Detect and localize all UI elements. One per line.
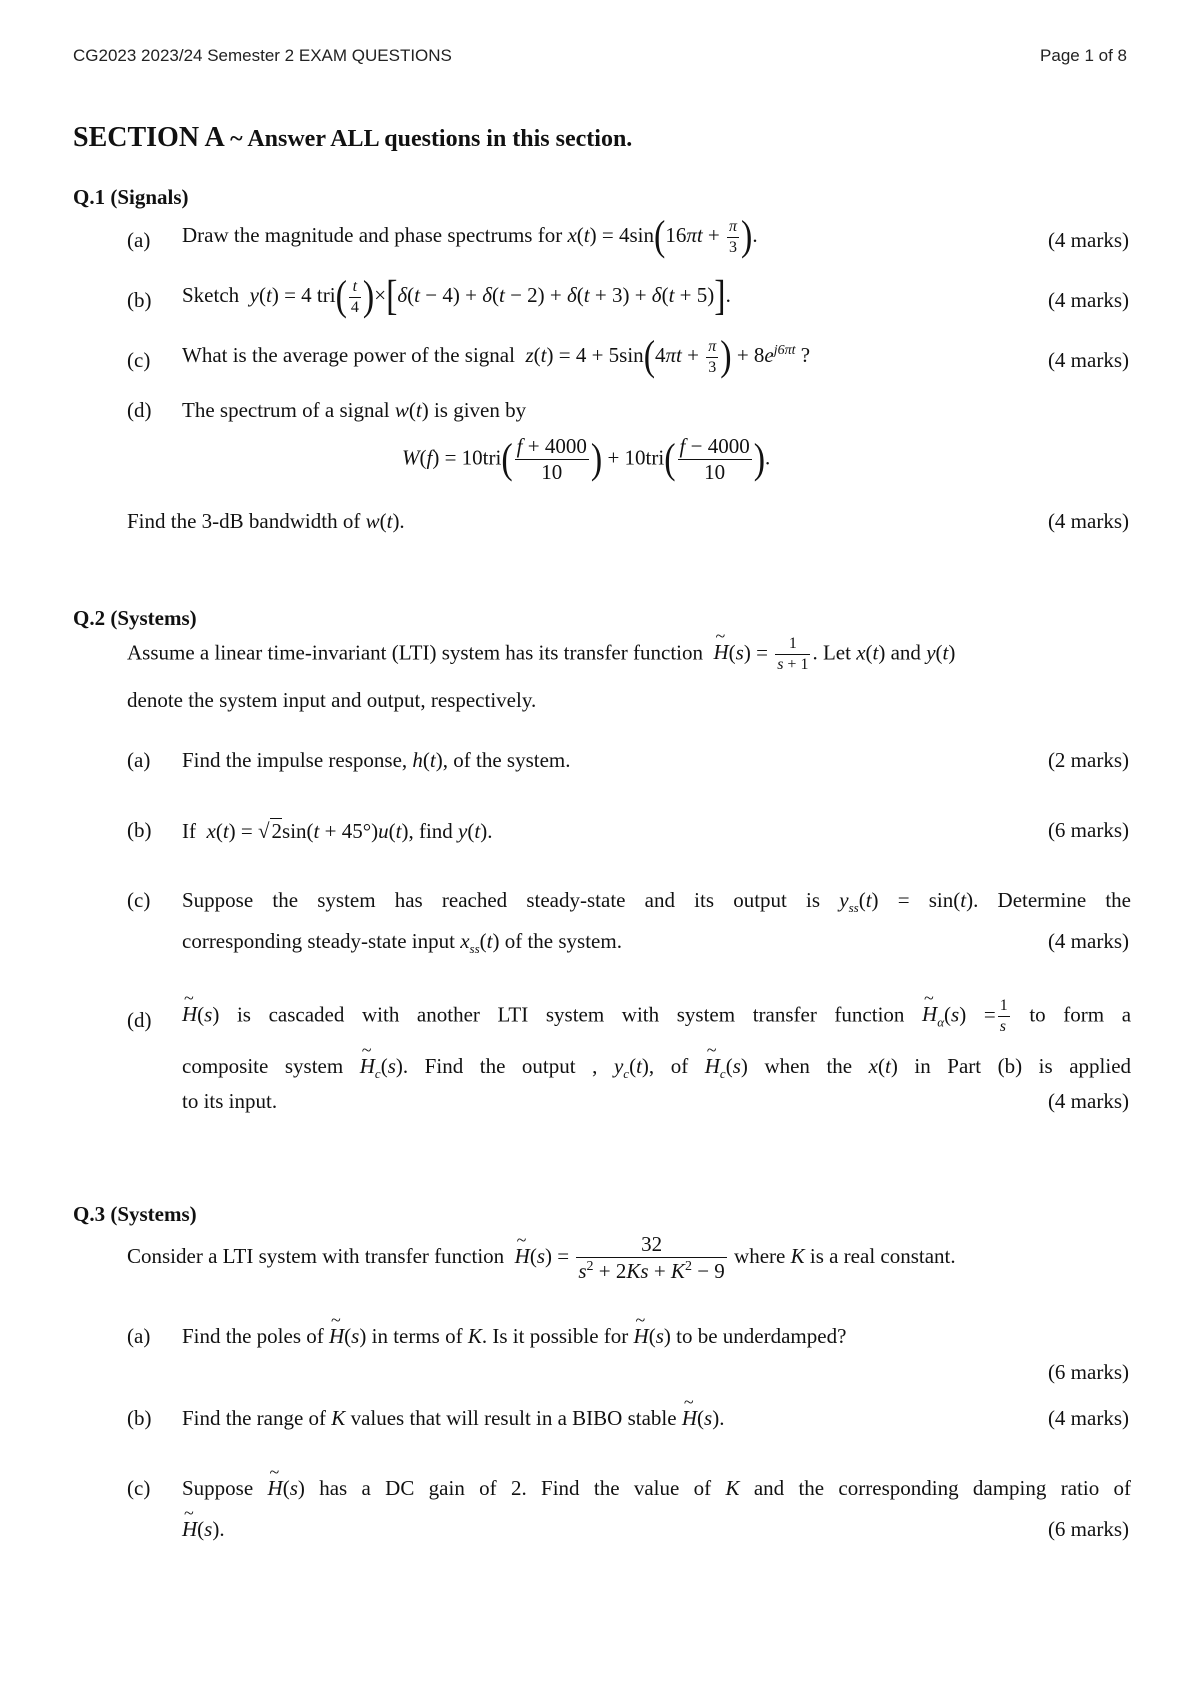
q2-intro3: and	[890, 640, 921, 665]
q1d-question: Find the 3-dB bandwidth of w(t).	[127, 509, 405, 533]
q2a-body2: , of the system.	[442, 748, 571, 772]
q2-intro2: . Let	[812, 640, 851, 665]
q3b-body2: values that will result in a BIBO stable	[350, 1406, 677, 1430]
q3c-line1: Suppose ~ H(s) has a DC gain of 2. Find the value of K and the corresponding damping ratio of	[182, 1476, 1131, 1501]
q3a-body4: to be underdamped?	[676, 1324, 847, 1348]
q1a-text: Draw the magnitude and phase spectrums for x(t) = 4sin(16πt + $\frac{\pi}{3}$ ).	[182, 213, 758, 260]
q2d-line1: ~ H(s) is cascaded with another LTI system with system transfer function ~ $H_\alpha(s)$ = $\frac{1}{s}$ to form a	[182, 998, 1131, 1035]
q1c-label: (c)	[127, 348, 151, 372]
q1c-marks: (4 marks)	[1047, 348, 1129, 372]
q3a-label: (a)	[127, 1324, 151, 1348]
q2d-body3: composite system	[182, 1054, 344, 1078]
q1d-text: The spectrum of a signal w(t) is given by	[182, 398, 527, 422]
q2d-body: is cascaded with another LTI system with system transfer function	[236, 1002, 905, 1027]
q1c-body: What is the average power of the signal	[182, 342, 515, 367]
q3a-text: Find the poles of ~ H(s) in terms of K. Is it possible for ~ H(s) to be underdamped?	[182, 1324, 846, 1349]
q3-heading: Q.3 (Systems)	[73, 1202, 197, 1226]
q2c-body3: corresponding steady-state input	[182, 929, 455, 953]
q2d-line2: composite system ~ $H_c(s)$. Find the output , $y_c(t)$, of ~ $H_c(s)$ when the x(t) in Part (b) is applied	[182, 1054, 1131, 1082]
q1c-text: What is the average power of the signal z(t) = 4 + 5sin(4πt + $\frac{\pi}{3}$ ) + $8e^{j6\pi t}$ ?	[182, 333, 811, 380]
q3-intro: Consider a LTI system with transfer function ~ H(s) = $\frac{32}{s^2 + 2Ks + K^2 - 9}$ where K is a real constant.	[127, 1234, 956, 1282]
q2c-body: Suppose the system has reached steady-state and its output is	[182, 888, 821, 912]
q3-intro2: where	[734, 1243, 786, 1268]
q2d-body5: , of	[648, 1054, 689, 1078]
page-number: Page 1 of 8	[1040, 46, 1127, 65]
q3c-line2: ~ H(s).	[182, 1517, 225, 1542]
exam-header: CG2023 2023/24 Semester 2 EXAM QUESTIONS	[73, 46, 452, 65]
q3a-marks: (6 marks)	[1047, 1360, 1129, 1384]
q2c-body2: . Determine the	[973, 888, 1132, 912]
q2b-marks: (6 marks)	[1047, 818, 1129, 842]
q2a-text: Find the impulse response, h(t), of the system.	[182, 748, 571, 772]
q3b-marks: (4 marks)	[1047, 1406, 1129, 1430]
q1b-text: Sketch y(t) = 4 tri( $\frac{t}{4}$ )×[δ(t − 4) + δ(t − 2) + δ(t + 3) + δ(t + 5)].	[182, 273, 731, 320]
q2d-body7: in Part (b) is applied	[914, 1054, 1132, 1078]
q1b-label: (b)	[127, 288, 152, 312]
q1d-label: (d)	[127, 398, 152, 422]
q1b-marks: (4 marks)	[1047, 288, 1129, 312]
q2d-label: (d)	[127, 1008, 152, 1032]
q1d-equation: W(f) = 10tri( $\frac{f + 4000}{10}$ ) + 10tri( $\frac{f - 4000}{10}$ ).	[402, 434, 771, 484]
q2a-label: (a)	[127, 748, 151, 772]
q2-intro-line2: denote the system input and output, respectively.	[127, 688, 537, 712]
q1a-label: (a)	[127, 228, 151, 252]
q3b-body: Find the range of	[182, 1406, 327, 1430]
q1d-body2: is given by	[433, 398, 527, 422]
q2b-text: If x(t) = √2sin(t + 45°)u(t), find y(t).	[182, 819, 493, 843]
section-name: SECTION A	[73, 122, 224, 153]
q1d-after: Find the 3-dB bandwidth of	[127, 509, 361, 533]
q2b-label: (b)	[127, 818, 152, 842]
q3c-body2: has a DC gain of 2. Find the value of	[319, 1476, 712, 1500]
q2c-line1: Suppose the system has reached steady-state and its output is $y_{ss}(t) = \sin(t)$. Determine the	[182, 888, 1132, 916]
q3c-marks: (6 marks)	[1047, 1517, 1129, 1541]
q1-heading: Q.1 (Signals)	[73, 185, 189, 209]
q2-intro1: Assume a linear time-invariant (LTI) system has its transfer function	[127, 640, 703, 665]
q1b-body: Sketch	[182, 282, 240, 307]
q2d-line3: to its input.	[182, 1089, 278, 1113]
q2c-marks: (4 marks)	[1047, 929, 1129, 953]
q2b-body: If	[182, 819, 196, 843]
q3-intro1: Consider a LTI system with transfer function	[127, 1243, 505, 1268]
q1a-body: Draw the magnitude and phase spectrums for	[182, 222, 563, 247]
q3a-body3: . Is it possible for	[481, 1324, 629, 1348]
q2c-body4: of the system.	[504, 929, 622, 953]
q2c-line2: corresponding steady-state input $x_{ss}(t)$ of the system.	[182, 929, 622, 957]
q2d-marks: (4 marks)	[1047, 1089, 1129, 1113]
q3b-text: Find the range of K values that will result in a BIBO stable ~ H(s).	[182, 1406, 724, 1431]
q3c-label: (c)	[127, 1476, 151, 1500]
q3b-label: (b)	[127, 1406, 152, 1430]
q3a-body2: in terms of	[371, 1324, 463, 1348]
section-subtitle: ~ Answer ALL questions in this section.	[230, 126, 633, 152]
q2a-body: Find the impulse response,	[182, 748, 408, 772]
q3a-body: Find the poles of	[182, 1324, 324, 1348]
q2-intro-line1: Assume a linear time-invariant (LTI) system has its transfer function ~ H(s) = $\frac{1}{s + 1}$ . Let x(t) and y(t)	[127, 636, 955, 673]
q3-intro3: is a real constant.	[809, 1243, 956, 1268]
q2d-body6: when the	[764, 1054, 853, 1078]
q1a-marks: (4 marks)	[1047, 228, 1129, 252]
q3c-body3: and the corresponding damping ratio of	[753, 1476, 1132, 1500]
q2-heading: Q.2 (Systems)	[73, 606, 197, 630]
q2a-marks: (2 marks)	[1047, 748, 1129, 772]
section-title	[73, 122, 632, 154]
q1d-marks: (4 marks)	[1047, 509, 1129, 533]
q2b-body2: , find	[408, 819, 453, 843]
q1d-body: The spectrum of a signal	[182, 398, 390, 422]
q2d-body2: to form a	[1029, 1002, 1132, 1027]
q2c-label: (c)	[127, 888, 151, 912]
q2d-body4: . Find the output ,	[402, 1054, 598, 1078]
q3c-body: Suppose	[182, 1476, 254, 1500]
